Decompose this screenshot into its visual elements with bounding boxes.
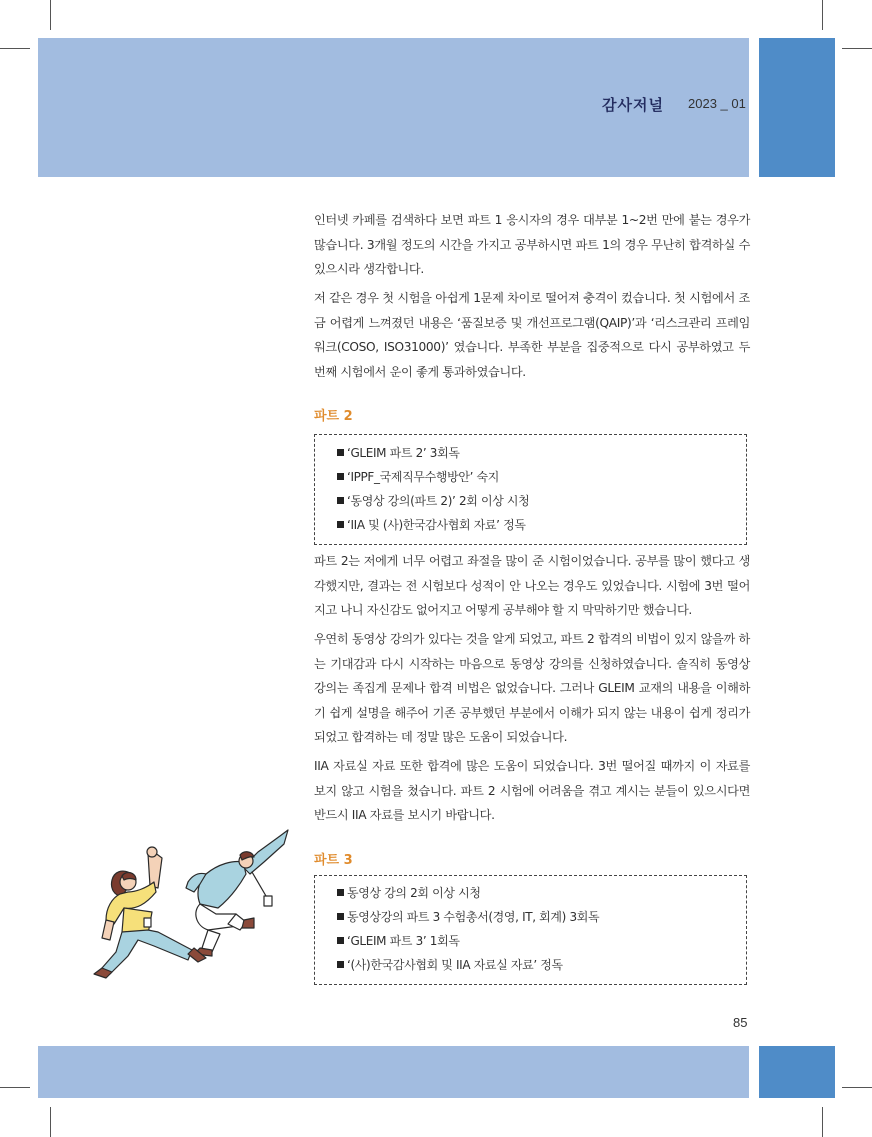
crop-mark bbox=[50, 0, 51, 30]
journal-title: 감사저널 bbox=[602, 96, 664, 114]
crop-mark bbox=[842, 48, 872, 49]
bullet-square-icon bbox=[337, 521, 344, 528]
footer-accent-block bbox=[759, 1046, 835, 1098]
bullet-square-icon bbox=[337, 913, 344, 920]
paragraph-3: 파트 2는 저에게 너무 어렵고 좌절을 많이 준 시험이었습니다. 공부를 많이 했다고 생각했지만, 결과는 전 시험보다 성적이 안 나오는 경우도 있었습니다. 시험에 3번 떨어지고 나니 자신감도 없어지고 어떻게 공부해야 할 지 막막하기만 했습니다. bbox=[314, 554, 750, 617]
crop-mark bbox=[50, 1107, 51, 1137]
part2-checklist-box bbox=[314, 434, 747, 545]
paragraph-1: 인터넷 카페를 검색하다 보면 파트 1 응시자의 경우 대부분 1~2번 만에 붙는 경우가 많습니다. 3개월 정도의 시간을 가지고 공부하시면 파트 1의 경우 무난히 합격하실 수 있으시라 생각합니다. bbox=[314, 213, 750, 276]
bullet-square-icon bbox=[337, 937, 344, 944]
crop-mark bbox=[822, 1107, 823, 1137]
header-accent-block bbox=[759, 38, 835, 177]
list-item: 동영상 강의 2회 이상 시청 bbox=[337, 881, 746, 905]
footer-band bbox=[38, 1046, 749, 1098]
running-people-illustration bbox=[88, 822, 303, 987]
part3-checklist-box bbox=[314, 875, 747, 985]
list-item: ‘IIA 및 (사)한국감사협회 자료’ 정독 bbox=[337, 513, 746, 537]
list-item: ‘GLEIM 파트 2’ 3회독 bbox=[337, 441, 746, 465]
bullet-square-icon bbox=[337, 961, 344, 968]
crop-mark bbox=[822, 0, 823, 30]
part2-heading: 파트 2 bbox=[314, 409, 353, 424]
crop-mark bbox=[842, 1087, 872, 1088]
issue-number: 2023 _ 01 bbox=[688, 96, 746, 111]
list-item: ‘(사)한국감사협회 및 IIA 자료실 자료’ 정독 bbox=[337, 953, 746, 977]
list-item: ‘동영상 강의(파트 2)’ 2회 이상 시청 bbox=[337, 489, 746, 513]
list-item: 동영상강의 파트 3 수험총서(경영, IT, 회계) 3회독 bbox=[337, 905, 746, 929]
paragraph-5: IIA 자료실 자료 또한 합격에 많은 도움이 되었습니다. 3번 떨어질 때까지 이 자료를 보지 않고 시험을 쳤습니다. 파트 2 시험에 어려움을 겪고 계시는 분들이 있으시다면 반드시 IIA 자료를 보시기 바랍니다. bbox=[314, 759, 750, 822]
paragraph-4: 우연히 동영상 강의가 있다는 것을 알게 되었고, 파트 2 합격의 비법이 있지 않을까 하는 기대감과 다시 시작하는 마음으로 동영상 강의를 신청하였습니다. 솔직히 동영상 강의는 족집게 문제나 합격 비법은 없었습니다. 그러나 GLEIM 교재의 내용을 이해하기 쉽게 설명을 해주어 기존 공부했던 부분에서 이해가 되지 않는 내용이 쉽게 정리가 되었고 합격하는 데 정말 많은 도움이 되었습니다. bbox=[314, 632, 750, 744]
bullet-square-icon bbox=[337, 473, 344, 480]
part3-heading: 파트 3 bbox=[314, 853, 353, 868]
page-number: 85 bbox=[733, 1015, 748, 1030]
bullet-square-icon bbox=[337, 497, 344, 504]
crop-mark bbox=[0, 48, 30, 49]
list-item: ‘IPPF_국제직무수행방안’ 숙지 bbox=[337, 465, 746, 489]
list-item: ‘GLEIM 파트 3’ 1회독 bbox=[337, 929, 746, 953]
bullet-square-icon bbox=[337, 889, 344, 896]
bullet-square-icon bbox=[337, 449, 344, 456]
crop-mark bbox=[0, 1087, 30, 1088]
paragraph-2: 저 같은 경우 첫 시험을 아쉽게 1문제 차이로 떨어져 충격이 컸습니다. 첫 시험에서 조금 어렵게 느껴졌던 내용은 ‘품질보증 및 개선프로그램(QAIP)’과 ‘리스크관리 프레임워크(COSO, ISO31000)’ 였습니다. 부족한 부분을 집중적으로 다시 공부하였고 두 번째 시험에서 운이 좋게 통과하였습니다. bbox=[314, 291, 750, 379]
